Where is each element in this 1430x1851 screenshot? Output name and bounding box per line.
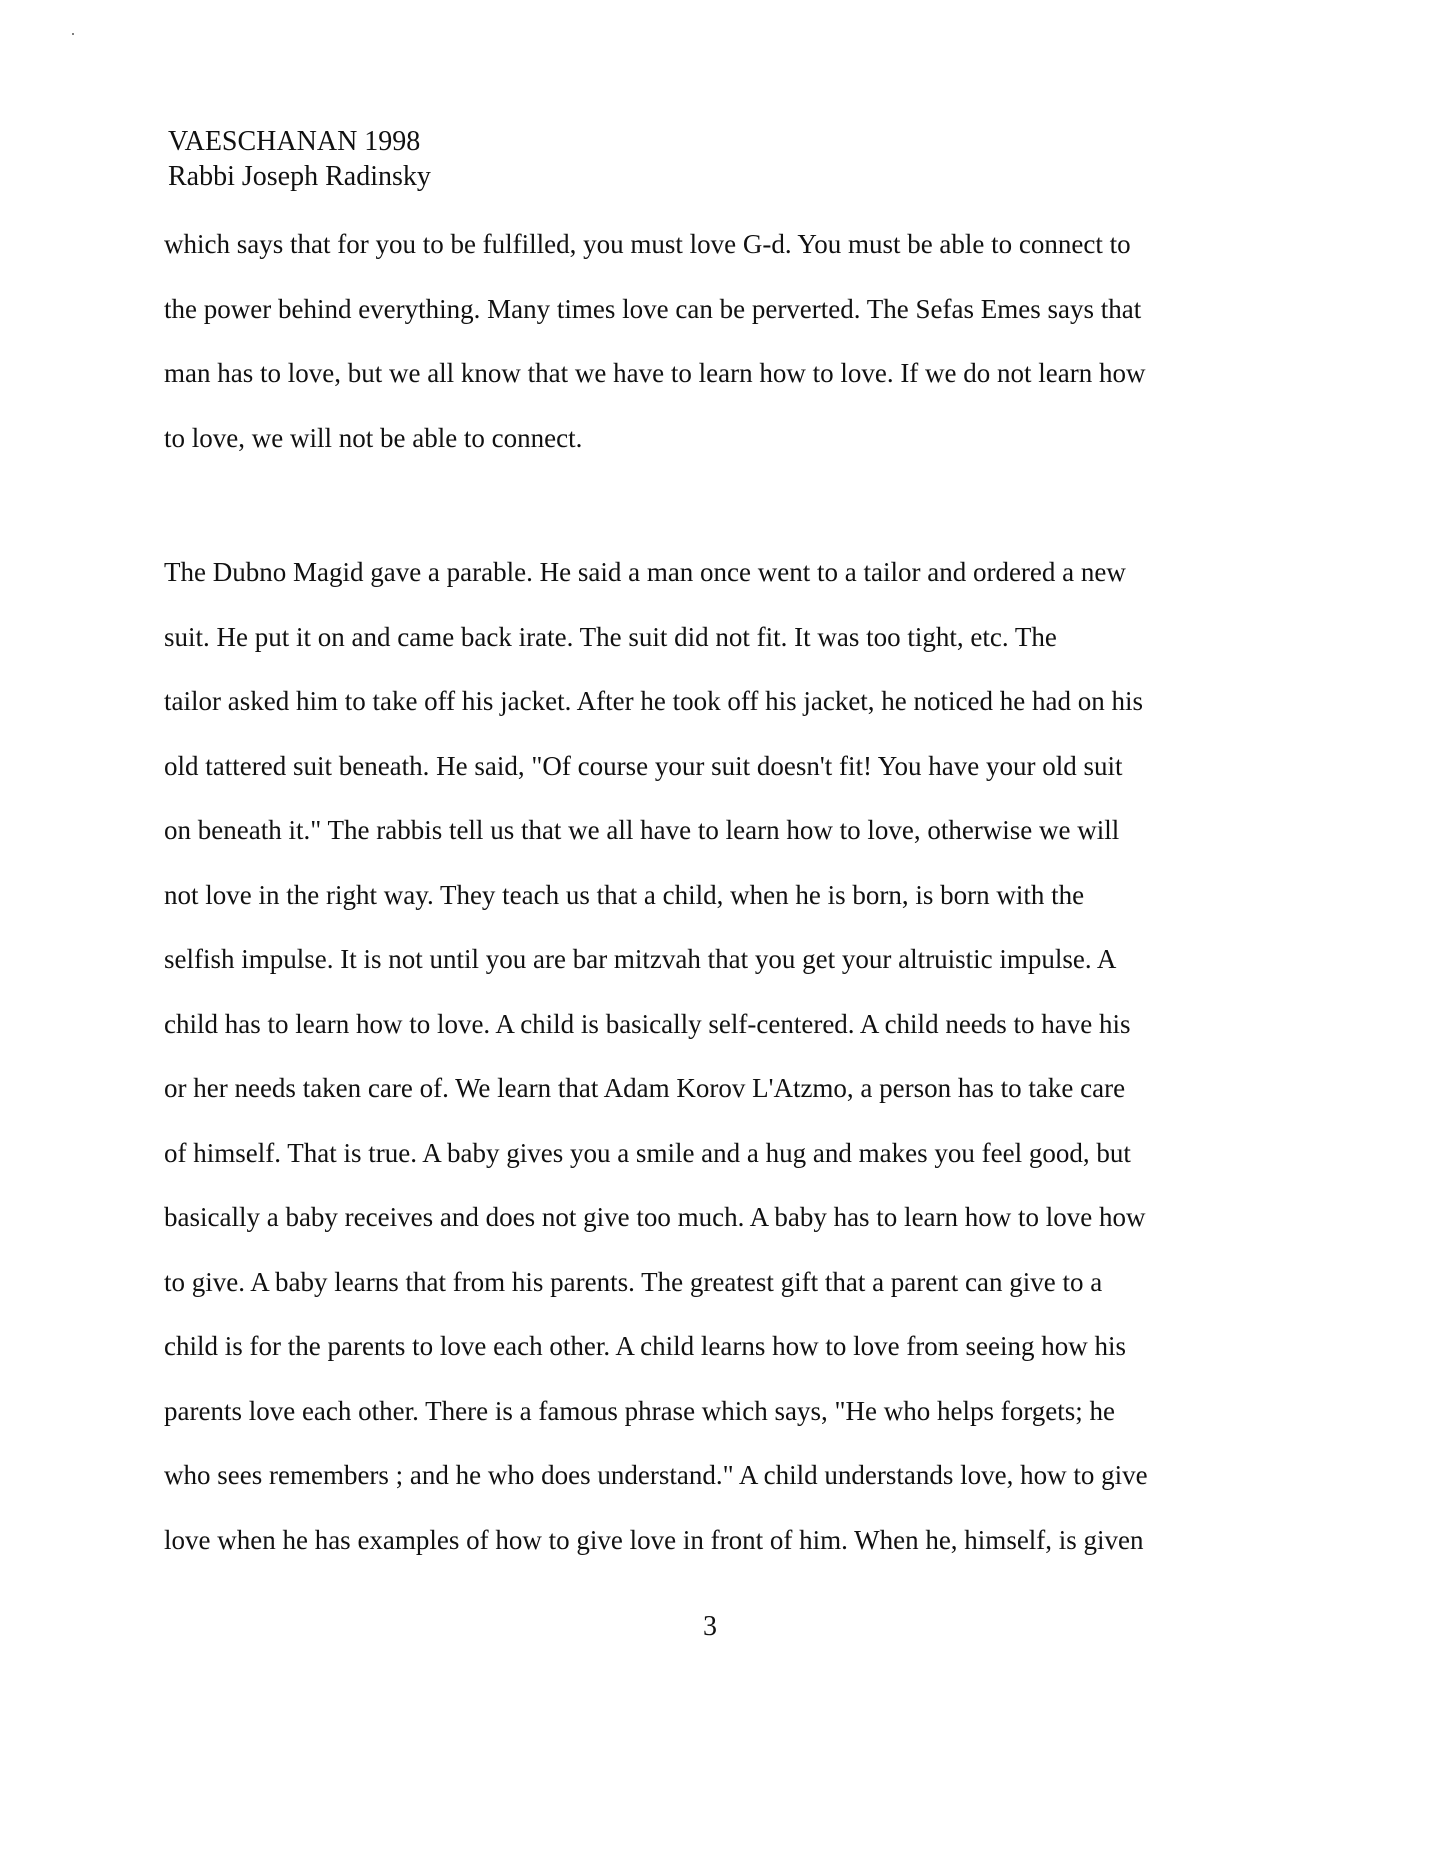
- text-line: selfish impulse. It is not until you are bar mitzvah that you get your altruistic impulse. A: [164, 944, 1117, 974]
- document-author: Rabbi Joseph Radinsky: [168, 161, 431, 192]
- document-header: [168, 124, 431, 194]
- text-line: child is for the parents to love each other. A child learns how to love from seeing how his: [164, 1331, 1127, 1361]
- text-line: to give. A baby learns that from his parents. The greatest gift that a parent can give to a: [164, 1266, 1103, 1297]
- text-line: not love in the right way. They teach us that a child, when he is born, is born with the: [164, 879, 1085, 910]
- text-line: suit. He put it on and came back irate. The suit did not fit. It was too tight, etc. The: [164, 621, 1057, 652]
- text-line: or her needs taken care of. We learn that Adam Korov L'Atzmo, a person has to take care: [164, 1073, 1126, 1103]
- text-line: on beneath it." The rabbis tell us that we all have to learn how to love, otherwise we will: [164, 815, 1120, 845]
- text-line: which says that for you to be fulfilled, you must love G-d. You must be able to connect to: [164, 229, 1131, 259]
- text-line: basically a baby receives and does not give too much. A baby has to learn how to love how: [164, 1202, 1146, 1232]
- text-line: man has to love, but we all know that we have to learn how to love. If we do not learn how: [164, 358, 1146, 388]
- text-line: child has to learn how to love. A child is basically self-centered. A child needs to have his: [164, 1008, 1131, 1039]
- text-line: old tattered suit beneath. He said, "Of course your suit doesn't fit! You have your old suit: [164, 750, 1123, 781]
- text-line: parents love each other. There is a famous phrase which says, "He who helps forgets; he: [164, 1395, 1115, 1426]
- paragraph-2: [164, 540, 1274, 1572]
- text-line: to love, we will not be able to connect.: [164, 422, 583, 453]
- text-line: the power behind everything. Many times love can be perverted. The Sefas Emes says that: [164, 293, 1142, 324]
- text-line: love when he has examples of how to give love in front of him. When he, himself, is given: [164, 1524, 1144, 1555]
- text-line: of himself. That is true. A baby gives you a smile and a hug and makes you feel good, but: [164, 1137, 1131, 1168]
- paragraph-1: [164, 212, 1274, 470]
- text-line: The Dubno Magid gave a parable. He said a man once went to a tailor and ordered a new: [164, 557, 1126, 587]
- page-number: 3: [703, 1611, 717, 1642]
- scan-speck: [72, 33, 74, 35]
- text-line: who sees remembers ; and he who does understand." A child understands love, how to give: [164, 1460, 1148, 1490]
- document-title: VAESCHANAN 1998: [168, 126, 421, 157]
- text-line: tailor asked him to take off his jacket. After he took off his jacket, he noticed he had on his: [164, 686, 1143, 716]
